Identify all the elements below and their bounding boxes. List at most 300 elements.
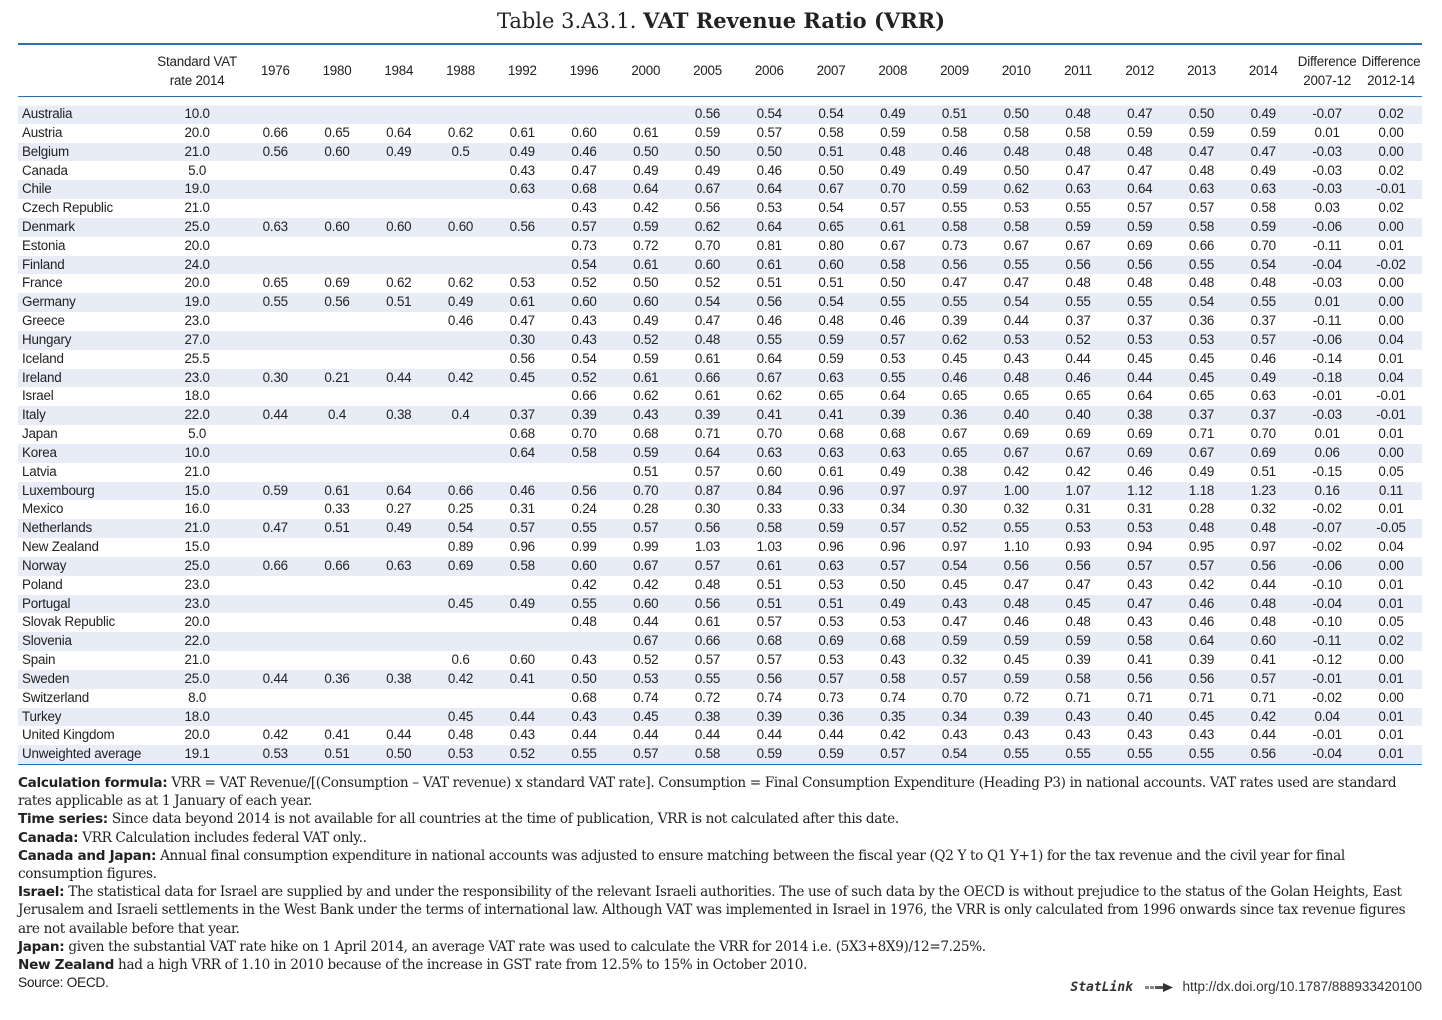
vrr-cell [244, 500, 306, 519]
country-name: Sweden [18, 670, 150, 689]
table-row [18, 500, 1422, 519]
vrr-cell: 0.48 [985, 369, 1047, 388]
difference-cell: 0.02 [1378, 162, 1404, 178]
vrr-cell: 0.59 [615, 218, 677, 237]
vrr-cell: 0.32 [1250, 501, 1276, 517]
vrr-cell [244, 97, 306, 124]
vrr-cell [430, 444, 492, 463]
vrr-cell [430, 613, 492, 632]
statlink-url[interactable]: http://dx.doi.org/10.1787/888933420100 [1182, 979, 1422, 994]
vrr-cell: 0.57 [1232, 670, 1294, 689]
difference-cell: 0.00 [1360, 444, 1422, 463]
vrr-cell: 0.48 [1065, 614, 1091, 630]
vrr-cell: 0.51 [306, 519, 368, 538]
vrr-cell: 0.71 [1250, 689, 1276, 705]
table-row [18, 369, 1422, 388]
difference-cell: -0.11 [1312, 237, 1342, 253]
vrr-cell: 0.43 [880, 652, 906, 668]
vrr-cell: 0.59 [880, 124, 906, 140]
vrr-cell: 0.52 [924, 519, 986, 538]
vrr-cell: 0.63 [1171, 180, 1233, 199]
difference-cell: 0.01 [1360, 745, 1422, 764]
vrr-cell: 0.52 [491, 745, 553, 764]
vrr-cell [430, 97, 492, 124]
vrr-cell [491, 689, 553, 708]
vat-rate-cell: 20.0 [184, 727, 210, 743]
difference-cell: -0.06 [1294, 557, 1360, 576]
vrr-cell: 0.44 [1065, 350, 1091, 366]
vrr-cell: 0.46 [756, 162, 782, 178]
vrr-cell [244, 425, 306, 444]
country-name: Australia [18, 97, 150, 124]
vrr-cell [368, 576, 430, 595]
vrr-table [18, 43, 1422, 765]
vrr-cell: 0.52 [571, 275, 597, 291]
country-name: Spain [22, 652, 56, 668]
country-name: Netherlands [18, 519, 150, 538]
difference-cell: -0.07 [1294, 97, 1360, 124]
column-header: Standard VAT rate 2014 [150, 44, 245, 97]
note-text: had a high VRR of 1.10 in 2010 because of the increase in GST rate from 12.5% to 15% in October 2010. [114, 957, 808, 974]
country-name: Japan [22, 426, 58, 442]
vrr-cell: 0.56 [509, 350, 535, 366]
column-header: 1976 [244, 44, 306, 97]
vrr-cell: 1.10 [1003, 539, 1029, 555]
vrr-cell: 0.52 [615, 331, 677, 350]
vrr-cell: 0.47 [694, 313, 721, 329]
vrr-cell: 0.53 [818, 614, 844, 630]
table-title [0, 8, 1442, 33]
note-label: Time series: [18, 811, 108, 828]
vrr-cell: 0.69 [800, 632, 862, 651]
vrr-cell: 0.45 [941, 576, 968, 592]
difference-cell: -0.01 [1312, 388, 1342, 404]
vrr-cell: 0.63 [1232, 180, 1294, 199]
vrr-cell: 0.53 [880, 350, 906, 366]
vrr-cell: 0.45 [1003, 652, 1029, 668]
note-canada-japan [18, 847, 1422, 883]
vrr-cell: 0.44 [1003, 313, 1029, 329]
vrr-cell: 0.46 [924, 143, 986, 162]
country-name: Switzerland [22, 689, 90, 705]
difference-cell: 0.00 [1360, 557, 1422, 576]
vrr-cell: 0.54 [553, 256, 615, 275]
vrr-cell: 0.43 [553, 331, 615, 350]
vrr-cell: 0.4 [306, 406, 368, 425]
vrr-cell: 0.51 [1250, 463, 1276, 479]
table-row [18, 632, 1422, 651]
vrr-cell: 0.48 [818, 313, 844, 329]
vrr-cell: 0.47 [1065, 576, 1091, 592]
vrr-cell: 0.97 [941, 539, 968, 555]
difference-cell: -0.01 [1312, 727, 1342, 743]
vrr-cell [306, 387, 368, 406]
difference-cell: -0.02 [1360, 256, 1422, 275]
vrr-cell: 0.61 [491, 293, 553, 312]
column-header: 1984 [368, 44, 430, 97]
table-row [18, 161, 1422, 180]
vrr-cell [306, 444, 368, 463]
vrr-cell: 0.55 [1171, 745, 1233, 764]
vrr-cell: 0.59 [800, 331, 862, 350]
vrr-cell: 0.71 [1127, 689, 1153, 705]
vrr-cell: 0.57 [862, 331, 924, 350]
vat-rate-cell: 18.0 [150, 708, 245, 727]
vat-rate-cell: 5.0 [188, 426, 207, 442]
vrr-cell: 0.57 [694, 652, 721, 668]
vrr-cell: 0.43 [1127, 614, 1153, 630]
table-row [18, 124, 1422, 143]
vrr-cell: 0.50 [553, 670, 615, 689]
vrr-cell: 0.72 [633, 237, 659, 253]
vrr-cell [368, 312, 430, 331]
vrr-cell: 0.49 [491, 595, 553, 614]
table-row [18, 406, 1422, 425]
vrr-cell: 0.71 [1188, 426, 1215, 442]
vrr-cell [368, 256, 430, 275]
vrr-cell: 0.63 [491, 180, 553, 199]
vrr-cell [244, 312, 306, 331]
difference-cell: 0.04 [1360, 331, 1422, 350]
vrr-cell: 0.57 [553, 218, 615, 237]
table-row [18, 613, 1422, 632]
vrr-cell: 1.07 [1047, 482, 1109, 501]
vat-rate-cell: 23.0 [184, 576, 210, 592]
vrr-cell: 0.72 [694, 689, 721, 705]
column-header: 2008 [862, 44, 924, 97]
vrr-cell: 0.51 [800, 143, 862, 162]
vat-rate-cell: 25.0 [150, 557, 245, 576]
vrr-cell: 0.51 [756, 576, 782, 592]
difference-cell: -0.01 [1360, 406, 1422, 425]
vrr-cell: 0.61 [694, 350, 721, 366]
table-row [18, 293, 1422, 312]
vrr-cell: 0.55 [1171, 256, 1233, 275]
vrr-cell: 0.52 [1047, 331, 1109, 350]
vrr-cell: 0.55 [985, 256, 1047, 275]
vrr-cell: 0.58 [862, 670, 924, 689]
vrr-cell: 0.41 [1127, 652, 1153, 668]
vrr-cell: 0.61 [615, 369, 677, 388]
vrr-cell: 0.58 [1047, 670, 1109, 689]
vrr-cell: 0.55 [941, 200, 968, 216]
vrr-cell: 0.40 [1047, 406, 1109, 425]
vrr-cell: 0.43 [1127, 727, 1153, 743]
vrr-cell [306, 199, 368, 218]
vrr-cell: 0.67 [985, 444, 1047, 463]
vrr-cell: 0.46 [1127, 463, 1153, 479]
table-row [18, 689, 1422, 708]
vrr-cell [553, 632, 615, 651]
country-name: Denmark [18, 218, 150, 237]
vrr-cell [368, 180, 430, 199]
vat-rate-cell: 23.0 [150, 369, 245, 388]
vrr-cell: 0.65 [262, 275, 288, 291]
vrr-cell [491, 632, 553, 651]
vrr-cell: 0.59 [633, 350, 659, 366]
vrr-cell: 0.66 [306, 557, 368, 576]
vrr-cell: 0.46 [491, 482, 553, 501]
vrr-cell: 0.87 [677, 482, 739, 501]
vrr-cell [244, 444, 306, 463]
table-row [18, 143, 1422, 162]
vrr-cell: 0.49 [368, 519, 430, 538]
vrr-cell: 0.4 [430, 406, 492, 425]
vrr-cell: 0.50 [368, 745, 430, 764]
vrr-cell: 0.55 [862, 369, 924, 388]
vrr-cell [306, 708, 368, 727]
vrr-cell: 0.66 [262, 124, 288, 140]
vrr-cell: 0.54 [1232, 256, 1294, 275]
vrr-cell: 0.68 [553, 180, 615, 199]
vrr-cell: 0.57 [1232, 331, 1294, 350]
vrr-cell: 0.57 [1188, 200, 1215, 216]
vrr-cell: 0.53 [880, 614, 906, 630]
vrr-cell: 0.47 [1003, 275, 1029, 291]
vrr-cell: 0.61 [694, 388, 721, 404]
vrr-cell: 0.73 [571, 237, 597, 253]
country-name: Unweighted average [18, 745, 150, 764]
vrr-cell: 0.44 [633, 614, 659, 630]
vrr-cell: 0.70 [694, 237, 721, 253]
vrr-cell: 0.38 [368, 670, 430, 689]
vrr-cell: 0.25 [447, 501, 474, 517]
vat-rate-cell: 25.0 [150, 218, 245, 237]
vat-rate-cell: 20.0 [184, 124, 210, 140]
vrr-cell: 0.48 [1047, 143, 1109, 162]
vat-rate-cell: 5.0 [188, 162, 207, 178]
difference-cell: 0.01 [1378, 501, 1404, 517]
vrr-cell: 0.43 [924, 595, 986, 614]
statlink[interactable] [1070, 979, 1422, 995]
vrr-cell: 0.57 [491, 519, 553, 538]
vrr-cell [244, 576, 306, 595]
vrr-cell [368, 613, 430, 632]
vrr-cell: 0.66 [571, 388, 597, 404]
vat-rate-cell: 21.0 [184, 200, 210, 216]
vrr-cell: 0.62 [633, 388, 659, 404]
vat-rate-cell: 15.0 [184, 539, 210, 555]
vrr-cell: 0.56 [738, 670, 800, 689]
vrr-cell: 0.57 [615, 519, 677, 538]
table-header [18, 44, 1422, 97]
country-name: Mexico [22, 501, 64, 517]
vrr-cell: 0.31 [1127, 501, 1153, 517]
vat-rate-cell: 27.0 [150, 331, 245, 350]
difference-cell: 0.04 [1360, 369, 1422, 388]
vrr-cell: 0.48 [1065, 275, 1091, 291]
vrr-cell: 0.80 [818, 237, 844, 253]
vrr-cell [244, 689, 306, 708]
vrr-cell: 0.44 [1250, 727, 1276, 743]
vrr-cell: 0.61 [509, 124, 535, 140]
vrr-cell: 0.56 [924, 256, 986, 275]
vrr-cell: 0.43 [1003, 727, 1029, 743]
table-body [18, 97, 1422, 765]
vrr-cell: 0.53 [1109, 331, 1171, 350]
vrr-cell: 1.03 [694, 539, 721, 555]
difference-cell: -0.15 [1312, 463, 1342, 479]
difference-cell: 0.05 [1378, 614, 1404, 630]
vrr-cell: 0.46 [1047, 369, 1109, 388]
vrr-cell: 0.49 [491, 143, 553, 162]
vrr-cell: 0.43 [509, 727, 535, 743]
vrr-table-wrapper [18, 43, 1422, 765]
difference-cell: -0.02 [1312, 501, 1342, 517]
vrr-cell: 0.59 [1047, 218, 1109, 237]
vrr-cell [430, 237, 492, 256]
table-row [18, 482, 1422, 501]
vrr-cell: 0.57 [756, 124, 782, 140]
column-header: 1980 [306, 44, 368, 97]
note-text: Annual final consumption expenditure in national accounts was adjusted to ensure matching between the fiscal year (Q2 Y to Q1 Y+1) for the tax revenue and the civil year for final consumption figures. [18, 847, 1345, 883]
vrr-cell: 0.50 [633, 275, 659, 291]
vrr-cell [368, 632, 430, 651]
vrr-cell: 0.48 [677, 331, 739, 350]
difference-cell: -0.07 [1294, 519, 1360, 538]
vrr-cell: 0.39 [553, 406, 615, 425]
country-name: Turkey [18, 708, 150, 727]
difference-cell: -0.02 [1312, 539, 1342, 555]
vrr-cell [368, 595, 430, 614]
vrr-cell: 0.59 [1127, 124, 1153, 140]
vrr-cell: 0.42 [633, 576, 659, 592]
vrr-cell: 0.43 [615, 406, 677, 425]
vrr-cell: 0.66 [677, 369, 739, 388]
difference-cell: 0.00 [1378, 313, 1404, 329]
vrr-cell: 0.43 [1065, 727, 1091, 743]
vrr-cell: 0.63 [1047, 180, 1109, 199]
note-source: Source: OECD. [18, 975, 109, 991]
difference-cell: 0.05 [1378, 463, 1404, 479]
vrr-cell: 0.56 [553, 482, 615, 501]
vrr-cell: 0.58 [1250, 200, 1276, 216]
vrr-cell: 0.48 [985, 595, 1047, 614]
vrr-cell: 0.69 [1065, 426, 1091, 442]
table-row [18, 576, 1422, 595]
vrr-cell: 0.38 [941, 463, 968, 479]
vrr-cell: 0.42 [430, 670, 492, 689]
table-row [18, 387, 1422, 406]
vrr-cell: 0.47 [571, 162, 597, 178]
difference-cell: 0.16 [1294, 482, 1360, 501]
country-name: Greece [22, 313, 65, 329]
vrr-cell: 0.31 [509, 501, 535, 517]
vrr-cell: 0.48 [862, 143, 924, 162]
vrr-cell: 0.44 [368, 369, 430, 388]
country-name: Slovak Republic [22, 614, 116, 630]
vrr-cell [368, 689, 430, 708]
vrr-cell: 0.68 [509, 426, 535, 442]
vrr-cell: 0.63 [738, 444, 800, 463]
vrr-cell: 0.48 [1047, 97, 1109, 124]
vrr-cell [368, 199, 430, 218]
table-row [18, 256, 1422, 275]
difference-cell: 0.00 [1378, 652, 1404, 668]
vrr-cell: 0.58 [924, 218, 986, 237]
vat-rate-cell: 23.0 [150, 595, 245, 614]
vrr-cell: 0.60 [756, 463, 782, 479]
vrr-cell: 0.89 [447, 539, 474, 555]
vrr-cell: 0.70 [941, 689, 968, 705]
difference-cell: 0.04 [1294, 708, 1360, 727]
vrr-cell: 0.6 [451, 652, 470, 668]
vrr-cell: 0.57 [1171, 557, 1233, 576]
vrr-cell: 0.56 [738, 293, 800, 312]
vrr-cell: 0.69 [1127, 426, 1153, 442]
header-country [18, 44, 150, 97]
vrr-cell [491, 576, 553, 595]
vrr-cell: 0.53 [509, 275, 535, 291]
difference-cell: 0.01 [1294, 293, 1360, 312]
difference-cell: 0.02 [1360, 632, 1422, 651]
vrr-cell: 0.63 [862, 444, 924, 463]
vrr-cell: 0.60 [306, 143, 368, 162]
vrr-cell: 0.60 [553, 293, 615, 312]
vat-rate-cell: 21.0 [184, 463, 210, 479]
country-name: Belgium [18, 143, 150, 162]
vrr-cell: 0.70 [1250, 237, 1276, 253]
vrr-cell: 0.58 [1065, 124, 1091, 140]
difference-cell: 0.03 [1314, 200, 1340, 216]
vrr-cell: 0.40 [985, 406, 1047, 425]
vrr-cell: 0.41 [324, 727, 350, 743]
vrr-cell: 0.54 [924, 745, 986, 764]
vrr-cell: 0.44 [386, 727, 412, 743]
vrr-cell: 0.37 [1250, 313, 1276, 329]
vrr-cell: 0.59 [985, 632, 1047, 651]
difference-cell: 0.01 [1378, 576, 1404, 592]
table-row [18, 274, 1422, 293]
vrr-cell: 1.12 [1109, 482, 1171, 501]
note-time-series [18, 810, 1422, 828]
difference-cell: 0.01 [1360, 595, 1422, 614]
vrr-cell: 0.55 [985, 519, 1047, 538]
vrr-cell: 0.69 [1109, 444, 1171, 463]
vrr-cell [244, 387, 306, 406]
vrr-cell: 0.66 [244, 557, 306, 576]
vrr-cell: 0.41 [800, 406, 862, 425]
vrr-cell: 0.30 [694, 501, 721, 517]
vrr-cell: 0.66 [1188, 237, 1215, 253]
difference-cell: 0.11 [1360, 482, 1422, 501]
vrr-cell: 0.55 [553, 745, 615, 764]
vrr-cell: 0.56 [1232, 745, 1294, 764]
vrr-cell: 0.45 [1127, 350, 1153, 366]
vrr-cell: 0.49 [1188, 463, 1215, 479]
difference-cell: -0.03 [1312, 275, 1342, 291]
vrr-cell: 0.44 [244, 406, 306, 425]
vrr-cell: 0.69 [324, 275, 350, 291]
vrr-cell [491, 199, 553, 218]
vrr-cell: 0.48 [1171, 519, 1233, 538]
vrr-cell: 0.45 [1188, 350, 1215, 366]
vrr-cell: 0.61 [738, 256, 800, 275]
difference-cell: -0.01 [1360, 180, 1422, 199]
country-name: Estonia [22, 237, 66, 253]
vrr-cell: 0.57 [924, 670, 986, 689]
difference-cell: -0.03 [1294, 143, 1360, 162]
vat-rate-cell: 8.0 [188, 689, 207, 705]
vrr-cell: 0.95 [1188, 539, 1215, 555]
vrr-cell: 0.59 [818, 350, 844, 366]
vrr-cell: 0.56 [985, 557, 1047, 576]
vrr-cell: 1.18 [1171, 482, 1233, 501]
difference-cell: 0.01 [1378, 727, 1404, 743]
table-row [18, 97, 1422, 124]
vrr-cell: 0.67 [880, 237, 906, 253]
country-name: Austria [22, 124, 63, 140]
